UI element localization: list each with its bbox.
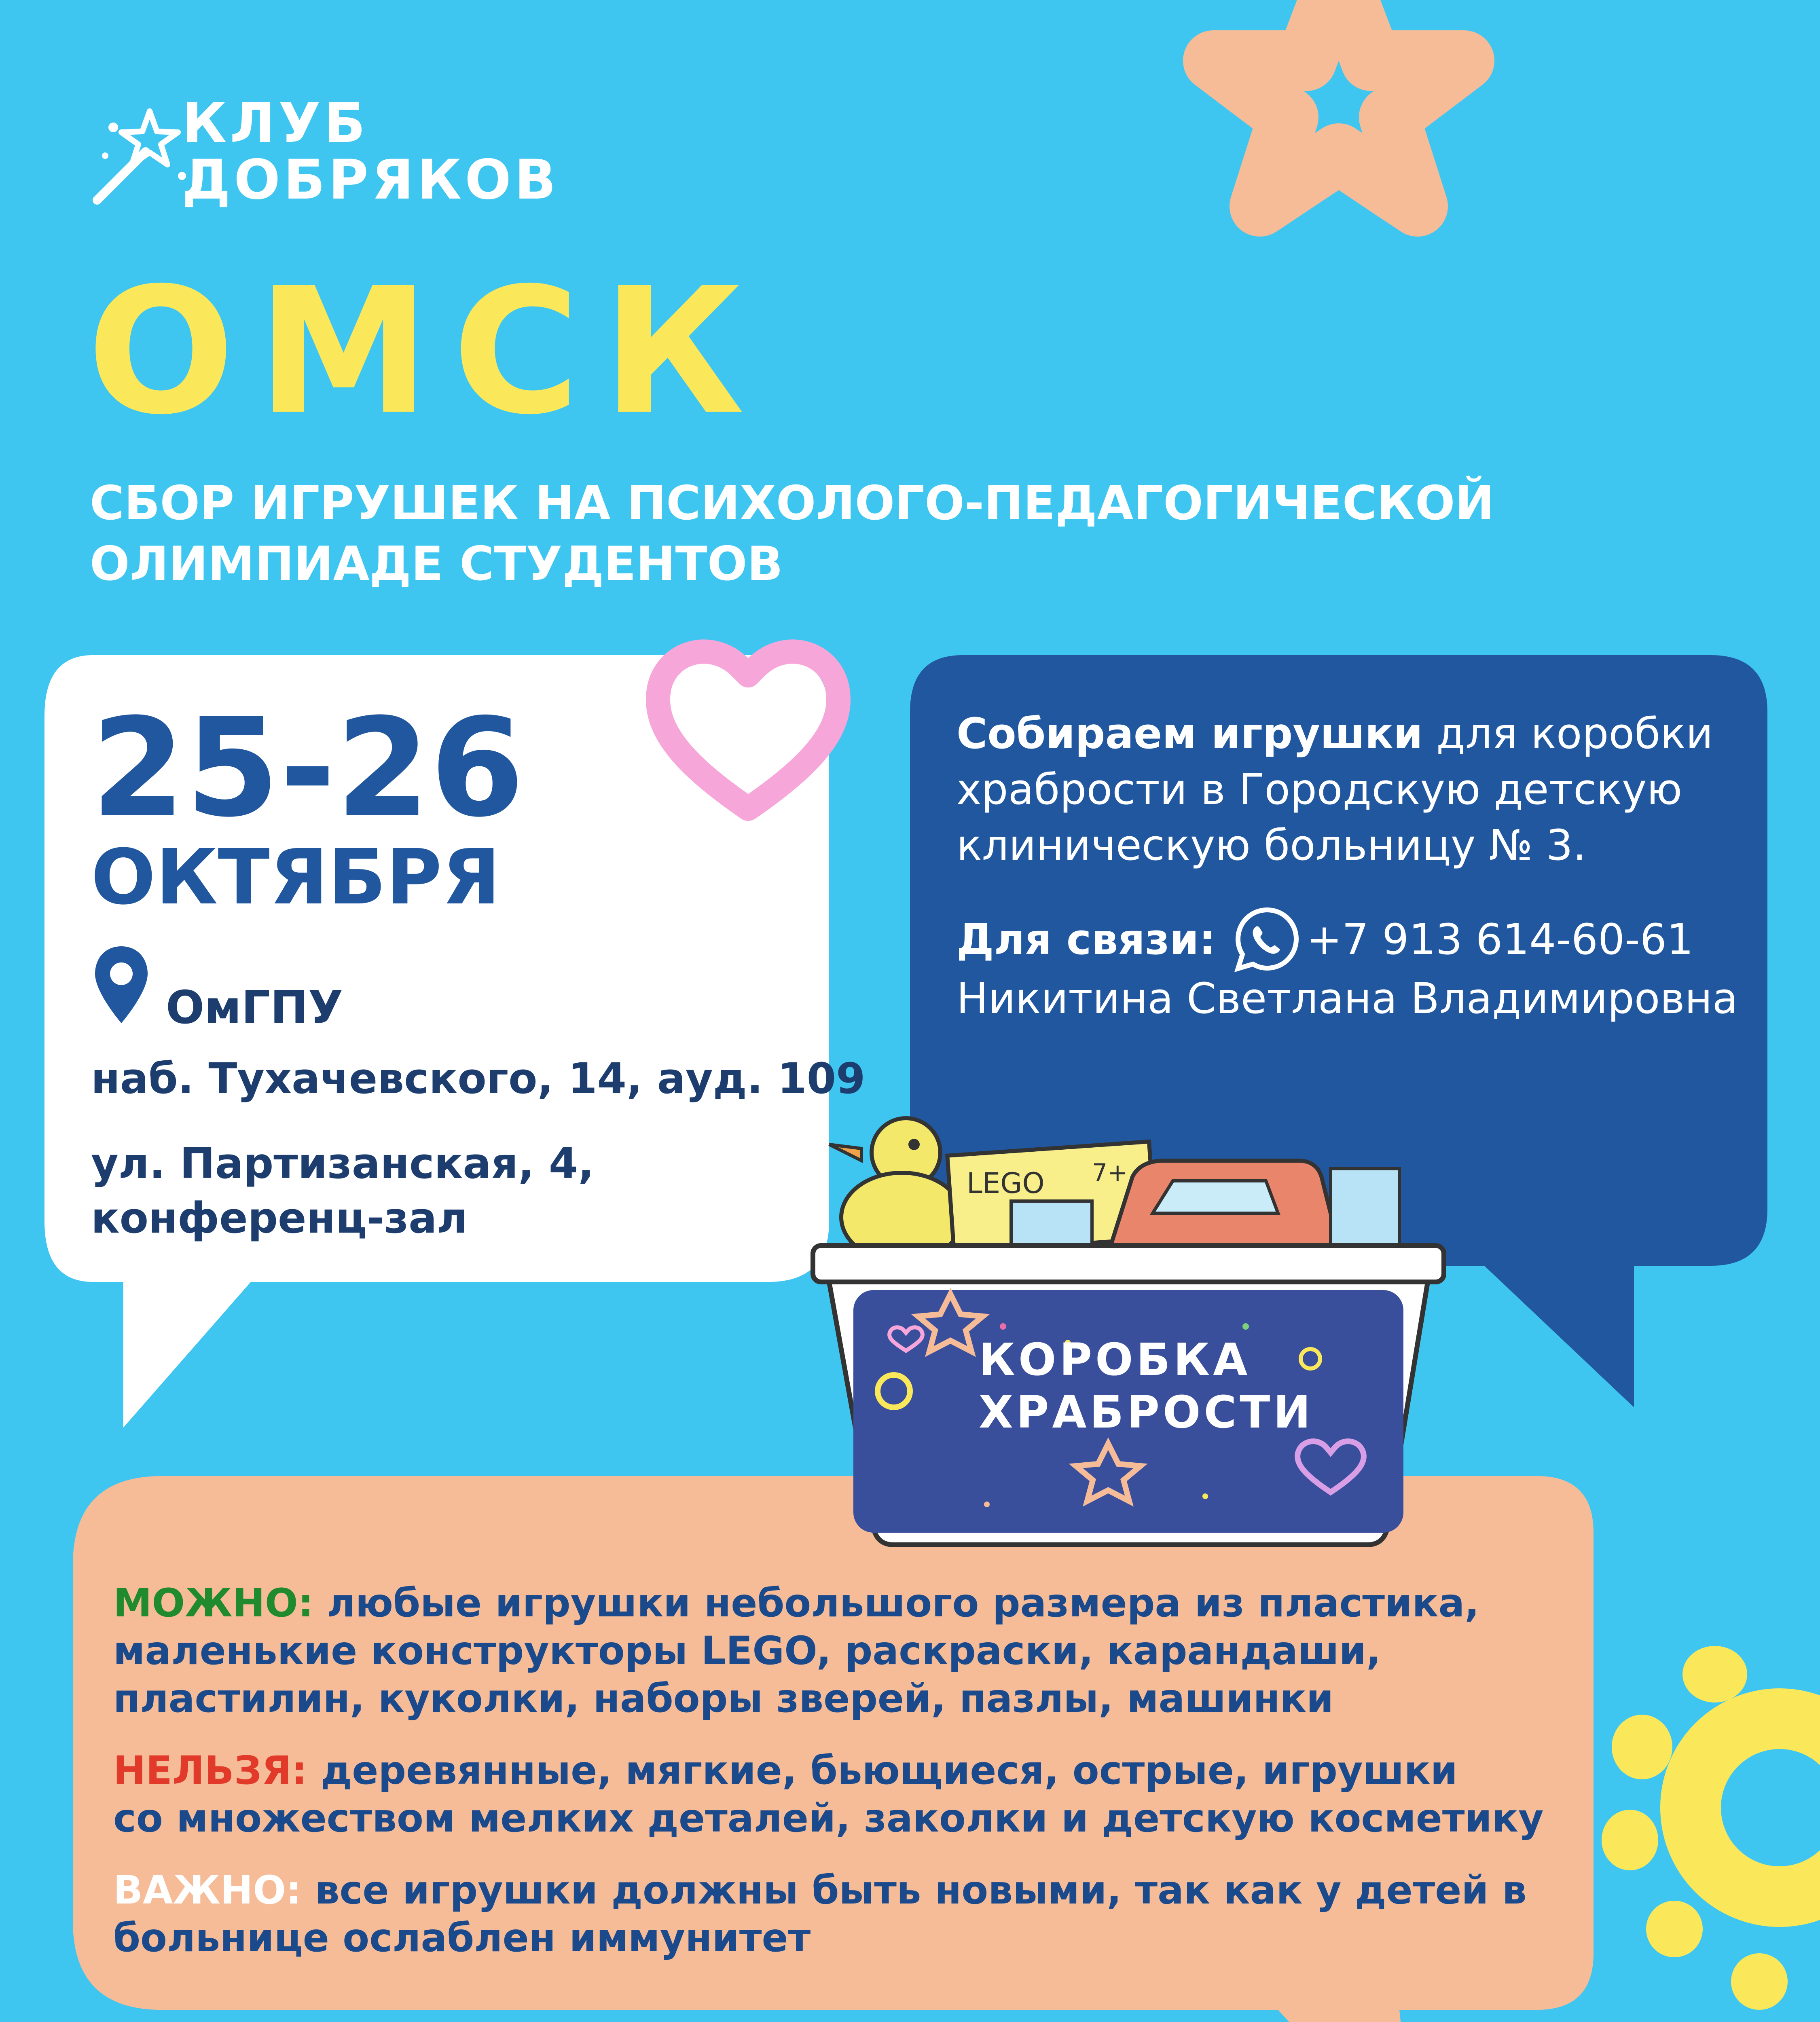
venue-address-2-line-1: ул. Партизанская, 4, xyxy=(91,1139,594,1188)
venue-address-1: наб. Тухачевского, 14, ауд. 109 xyxy=(91,1054,866,1103)
allowed-line-2: маленькие конструкторы LEGO, раскраски, карандаши, xyxy=(113,1628,1381,1673)
event-month: ОКТЯБРЯ xyxy=(91,833,501,922)
box-label-line-2: ХРАБРОСТИ xyxy=(979,1386,1314,1438)
contact-phone[interactable]: +7 913 614-60-61 xyxy=(1306,914,1694,964)
subtitle-line-2: ОЛИМПИАДЕ СТУДЕНТОВ xyxy=(90,537,783,591)
forbidden-line-1: деревянные, мягкие, бьющиеся, острые, игрушки xyxy=(307,1748,1458,1793)
magic-wand-icon xyxy=(89,103,194,208)
allowed-line-3: пластилин, куколки, наборы зверей, пазлы, машинки xyxy=(113,1676,1334,1721)
contact-name: Никитина Светлана Владимировна xyxy=(957,974,1738,1023)
allowed-line-1: любые игрушки небольшого размера из пластика, xyxy=(313,1580,1479,1626)
venue-address-2 xyxy=(91,1136,594,1246)
star-decoration-icon xyxy=(1165,0,1569,243)
venue-name: ОмГПУ xyxy=(166,981,343,1034)
contact-row xyxy=(957,904,1693,975)
lego-label: LEGO xyxy=(967,1167,1045,1200)
rules-text xyxy=(113,1579,1569,1962)
collect-line-2: храбрости в Городскую детскую xyxy=(957,765,1682,814)
age-label: 7+ xyxy=(1092,1159,1128,1187)
logo-line-2: ДОБРЯКОВ xyxy=(182,148,559,212)
logo-line-1: КЛУБ xyxy=(182,91,369,155)
forbidden-label: НЕЛЬЗЯ: xyxy=(113,1748,307,1793)
subtitle xyxy=(90,473,1667,594)
important-line-1: все игрушки должны быть новыми, так как у детей в xyxy=(301,1868,1527,1913)
venue-address-2-line-2: конференц-зал xyxy=(91,1193,468,1243)
collect-bold: Собираем игрушки xyxy=(957,709,1423,758)
contact-label: Для связи: xyxy=(957,914,1216,964)
box-label-line-1: КОРОБКА xyxy=(979,1334,1251,1385)
city-title: ОМСК xyxy=(87,251,767,453)
event-dates: 25-26 xyxy=(91,690,525,847)
bravery-box-illustration xyxy=(801,1100,1460,1557)
allowed-label: МОЖНО: xyxy=(113,1580,313,1626)
info-text xyxy=(957,706,1765,873)
whatsapp-icon xyxy=(1232,904,1303,975)
subtitle-line-1: СБОР ИГРУШЕК НА ПСИХОЛОГО-ПЕДАГОГИЧЕСКОЙ xyxy=(90,476,1494,531)
important-line-2: больнице ослаблен иммунитет xyxy=(113,1915,811,1961)
important-label: ВАЖНО: xyxy=(113,1868,302,1913)
collect-rest: для коробки xyxy=(1423,709,1713,758)
location-pin-icon xyxy=(91,942,152,1027)
forbidden-line-2: со множеством мелких деталей, заколки и детскую косметику xyxy=(113,1796,1544,1841)
heart-decoration-icon xyxy=(635,619,861,829)
logo xyxy=(89,91,615,216)
collect-line-3: клиническую больницу № 3. xyxy=(957,821,1587,870)
